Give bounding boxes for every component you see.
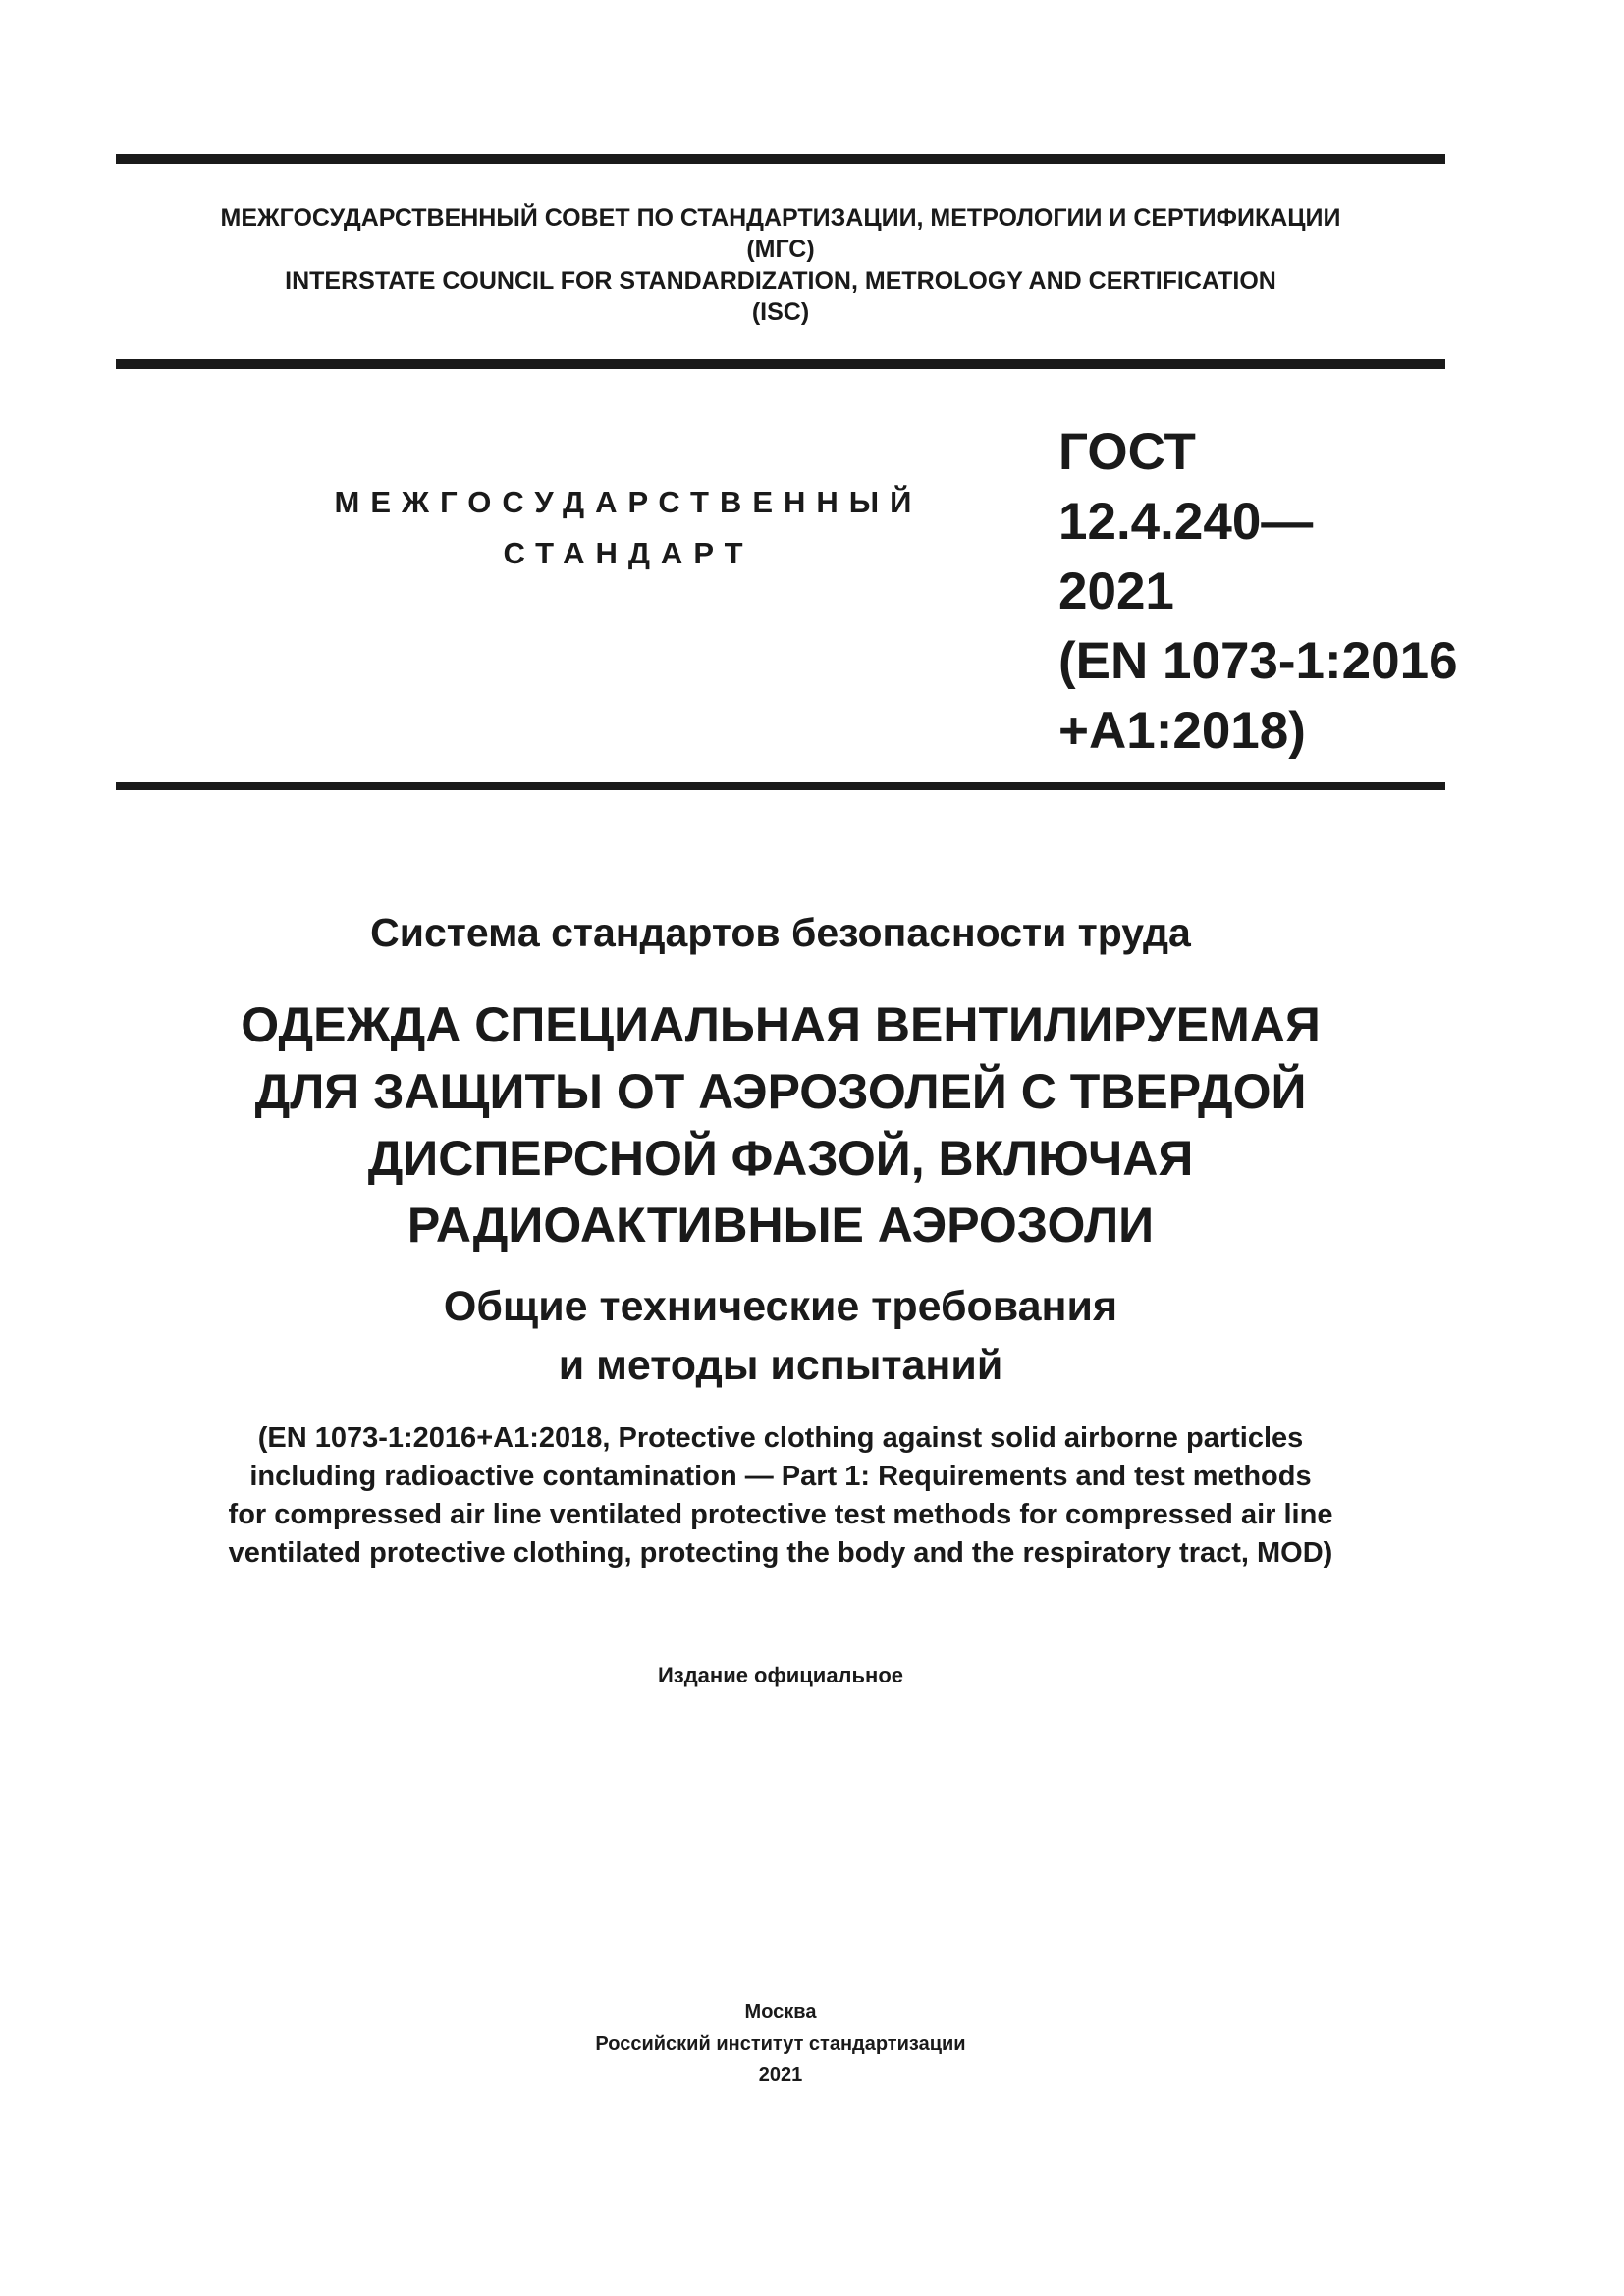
imprint-publisher: Российский институт стандартизации [595,2033,966,2055]
council-abbr-ru: (МГС) [746,236,815,263]
top-rule [116,154,1445,164]
document-title [116,991,1445,1258]
subtitle-line: и методы испытаний [558,1342,1003,1389]
title-line: РАДИОАКТИВНЫЕ АЭРОЗОЛИ [406,1198,1155,1253]
edition-text: Издание официальное [657,1663,904,1687]
standard-type-line-1: МЕЖГОСУДАРСТВЕННЫЙ [334,485,923,519]
header-divider [116,359,1445,369]
imprint-year: 2021 [758,2064,803,2086]
edition-note [116,1661,1445,1690]
reference-line: including radioactive contamination — Part 1: Requirements and test methods [249,1461,1312,1492]
designation-line-3: 2021 [1058,562,1174,620]
council-name-en: INTERSTATE COUNCIL FOR STANDARDIZATION, METROLOGY AND CERTIFICATION [285,267,1276,294]
reference-line: for compressed air line ventilated protective test methods for compressed air line [228,1499,1333,1530]
title-line: ОДЕЖДА СПЕЦИАЛЬНАЯ ВЕНТИЛИРУЕМАЯ [241,997,1321,1052]
standard-type-line-2: СТАНДАРТ [503,536,754,570]
reference-line: (EN 1073-1:2016+A1:2018, Protective clothing against solid airborne particles [257,1422,1304,1454]
document-subtitle [116,1277,1445,1395]
subtitle-line: Общие технические требования [443,1283,1118,1330]
imprint [116,1997,1445,2091]
council-abbr-en: (ISC) [751,298,810,326]
designation-line-4: (EN 1073-1:2016 [1058,632,1458,690]
standard-type-label [295,477,962,579]
designation-line-5: +A1:2018) [1058,702,1306,760]
reference-line: ventilated protective clothing, protecting the body and the respiratory tract, MOD) [228,1537,1333,1569]
english-reference [116,1419,1445,1573]
title-line: ДЛЯ ЗАЩИТЫ ОТ АЭРОЗОЛЕЙ С ТВЕРДОЙ [254,1064,1307,1119]
council-name-ru: МЕЖГОСУДАРСТВЕННЫЙ СОВЕТ ПО СТАНДАРТИЗАЦИИ, МЕТРОЛОГИИ И СЕРТИФИКАЦИИ [220,204,1341,232]
designation-divider [116,782,1445,790]
standard-designation [1058,417,1458,766]
standards-series [116,905,1445,960]
series-text: Система стандартов безопасности труда [370,910,1191,955]
designation-line-2: 12.4.240— [1058,493,1314,551]
title-line: ДИСПЕРСНОЙ ФАЗОЙ, ВКЛЮЧАЯ [367,1131,1194,1186]
imprint-city: Москва [744,2002,817,2023]
council-header [116,202,1445,328]
designation-line-1: ГОСТ [1058,423,1196,481]
